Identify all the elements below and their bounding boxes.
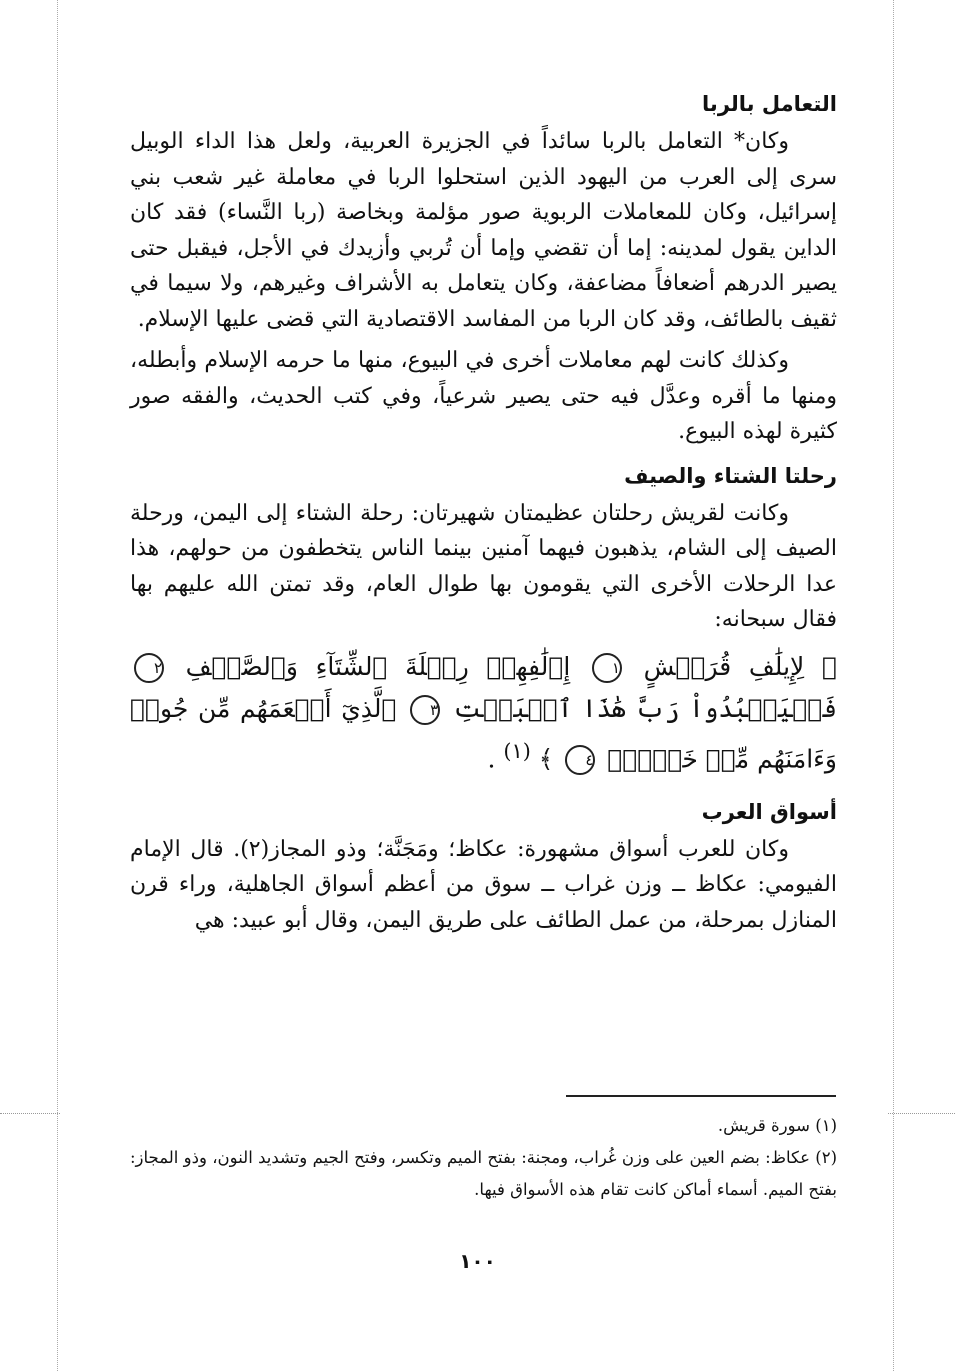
section-heading-journeys: رحلتا الشتاء والصيف bbox=[624, 463, 837, 488]
footnote-reference: (١) bbox=[503, 738, 531, 763]
scan-margin-line-right bbox=[893, 0, 894, 1371]
quran-end-period: . bbox=[487, 743, 496, 773]
quran-open-bracket: ﴿ bbox=[821, 651, 837, 681]
footnote-2: (٢) عكاظ: بضم العين على وزن غُراب، ومجنة: بفتح الميم وتكسر، وفتح الجيم وتشديد النون، وذو المجاز: بفتح الميم. أسماء أماكن كانت تقام هذه الأسواق فيها. bbox=[130, 1148, 837, 1199]
scan-margin-line-left bbox=[57, 0, 58, 1371]
footnotes bbox=[130, 1110, 837, 1206]
paragraph-journeys: وكانت لقريش رحلتان عظيمتان شهيرتان: رحلة الشتاء إلى اليمن، ورحلة الصيف إلى الشام، يذهبون فيهما آمنين بينما الناس يتخطفون من حولهم، هذا عدا الرحلات الأخرى التي يقومون بها طوال العام، وقد تمتن الله عليهم بها فقال سبحانه: bbox=[130, 500, 837, 632]
quran-verse-2: إِۦلَٰفِهِمۡ رِحۡلَةَ ٱلشِّتَآءِ وَٱلصَّيۡفِ bbox=[185, 651, 571, 681]
footnote-1: (١) سورة قريش. bbox=[717, 1116, 837, 1135]
footnote-divider bbox=[566, 1095, 836, 1097]
verse-number-marker: ٤ bbox=[565, 745, 595, 775]
paragraph-markets: وكان للعرب أسواق مشهورة: عكاظ؛ ومَجَنَّة؛ وذو المجاز(٢). قال الإمام الفيومي: عكاظ ــ وزن غراب ــ سوق من أعظم أسواق الجاهلية، وراء قرن المنازل بمرحلة، من عمل الطائف على طريق اليمن، وقال أبو عبيد: هي bbox=[130, 836, 837, 933]
verse-number-marker: ٣ bbox=[410, 695, 440, 725]
quran-quote bbox=[130, 646, 837, 780]
section-heading-riba: التعامل بالربا bbox=[702, 92, 837, 116]
quran-close-bracket: ﴾ bbox=[538, 743, 554, 773]
page-number: ١٠٠ bbox=[459, 1249, 496, 1273]
paragraph-riba-2: وكذلك كانت لهم معاملات أخرى في البيوع، منها ما حرمه الإسلام وأبطله، ومنها ما أقره وعدَّل فيه حتى يصير شرعياً، وفي كتب الحديث، والفقه صور كثيرة لهذه البيوع. bbox=[130, 348, 837, 444]
scan-mark-left bbox=[0, 1113, 60, 1114]
scan-mark-right bbox=[888, 1113, 955, 1114]
quran-verse-1: لِإِيلَٰفِ قُرَيۡشٍ bbox=[643, 651, 805, 681]
main-text bbox=[130, 84, 837, 938]
quran-verse-3: فَلۡيَعۡبُدُواْ رَبَّ هَٰذَا ٱلۡبَيۡتِ bbox=[453, 693, 837, 723]
section-heading-markets: أسواق العرب bbox=[701, 799, 837, 824]
quran-verse-4: ٱلَّذِيٓ أَطۡعَمَهُم مِّن جُوعٖ وَءَامَنَهُم مِّنۡ خَوۡفِۭ bbox=[130, 693, 837, 773]
verse-number-marker: ٢ bbox=[134, 653, 164, 683]
paragraph-riba-1: وكان* التعامل بالربا سائداً في الجزيرة العربية، ولعل هذا الداء الوبيل سرى إلى العرب من اليهود الذين استحلوا الربا في معاملة غير شعب بني إسرائيل، وكان للمعاملات الربوية صور مؤلمة وبخاصة (ربا النَّساء) فقد كان الداين يقول لمدينه: إما أن تقضي وإما أن تُربي وأزيدك في الأجل، فيقبل حتى يصير الدرهم أضعافاً مضاعفة، وكان يتعامل به الأشراف وغيرهم، ولا سيما في ثقيف بالطائف، وقد كان الربا من المفاسد الاقتصادية التي قضى عليها الإسلام. bbox=[130, 129, 837, 332]
verse-number-marker: ١ bbox=[592, 653, 622, 683]
